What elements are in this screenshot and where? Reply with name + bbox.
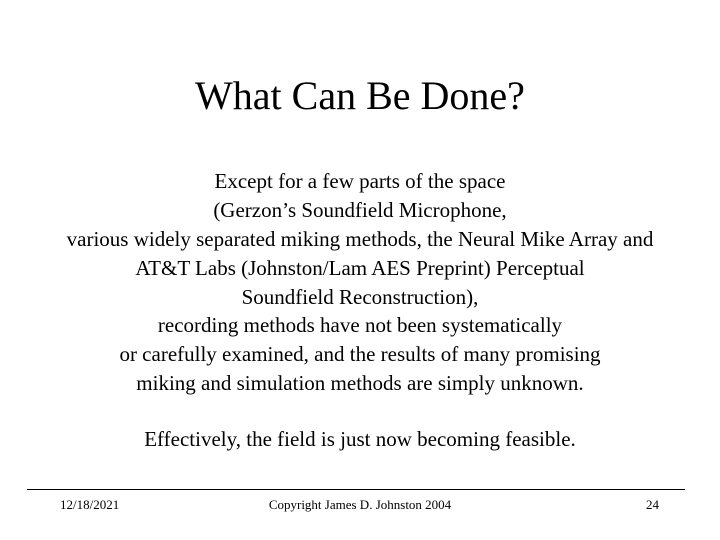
body-line: AT&T Labs (Johnston/Lam AES Preprint) Perceptual [135,255,585,280]
body-line: recording methods have not been systematically [157,313,563,338]
body-line: Soundfield Reconstruction), [241,284,479,309]
closing-statement: Effectively, the field is just now becoming feasible. [144,427,576,451]
footer-copyright: Copyright James D. Johnston 2004 [268,497,452,512]
slide-body [0,167,720,398]
body-line: miking and simulation methods are simply unknown. [136,371,584,396]
footer-date: 12/18/2021 [60,497,120,512]
body-line: various widely separated miking methods, the Neural Mike Array and [66,226,654,251]
slide-title: What Can Be Done? [195,73,525,118]
body-line: Except for a few parts of the space [214,169,506,193]
body-line: or carefully examined, and the results of many promising [119,342,601,367]
footer-divider [27,489,685,490]
footer-page-number: 24 [646,497,659,512]
body-line: (Gerzon’s Soundfield Microphone, [213,197,507,222]
